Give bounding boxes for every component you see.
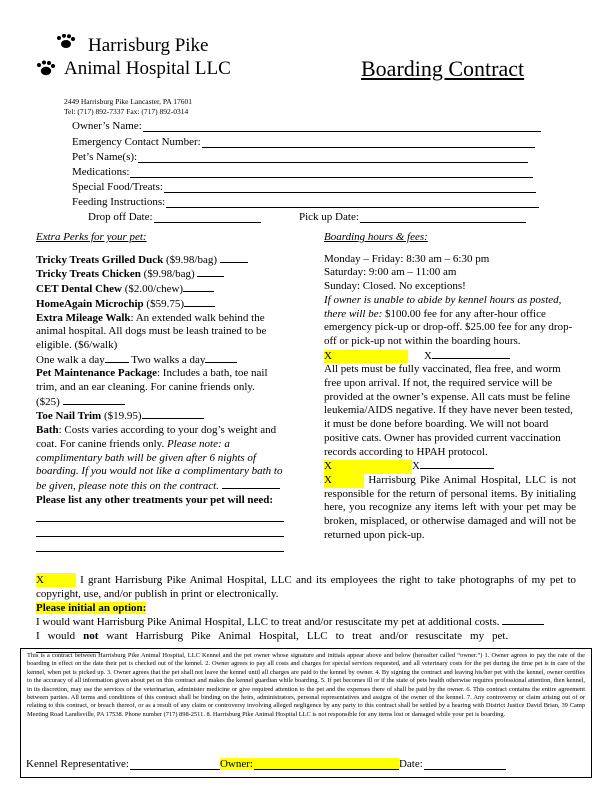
perk-bath-field[interactable] <box>222 479 280 489</box>
walk-one-field[interactable] <box>105 353 129 363</box>
special-food-field[interactable] <box>164 183 536 193</box>
clinic-address-block <box>64 97 192 117</box>
other-treatments-line-3[interactable] <box>36 537 284 552</box>
signature-row <box>26 758 506 770</box>
perk-grilled-duck <box>36 253 286 268</box>
perk-walk-name: Extra Mileage Walk <box>36 311 131 324</box>
perk-chicken-name: Tricky Treats Chicken <box>36 268 141 281</box>
after-hours-amounts: $100.00 fee for any after-hour office emergency pick-up or drop-off. $25.00 fee for any drop-off or pick-up not within the boarding hours. <box>324 307 573 347</box>
pick-up-label: Pick up Date: <box>299 211 359 223</box>
hours-sunday: Sunday: Closed. No exceptions! <box>324 280 466 293</box>
logo-line-1: Harrisburg Pike <box>88 35 209 56</box>
perk-microchip-field[interactable] <box>184 297 215 307</box>
owner-name-label: Owner’s Name: <box>72 120 142 132</box>
consent-section <box>36 573 576 657</box>
walk-one-label: One walk a day <box>36 353 105 366</box>
special-food-label: Special Food/Treats: <box>72 181 163 193</box>
treat-option-text: I would want Harrisburg Pike Animal Hospital, LLC to treat and/or resuscitate my pet at additional costs. <box>36 616 500 628</box>
perk-microchip <box>36 297 286 312</box>
perk-cet-chew-name: CET Dental Chew <box>36 283 122 296</box>
perk-toe-nail-field[interactable] <box>142 409 204 419</box>
liability-waiver <box>324 474 576 543</box>
contract-terms-text: This is a contract between Harrisburg Pike Animal Hospital, LLC Kennel and the pet owner whose signature and initials appear above and below (hereafter called “owner.”) 1. Owner agrees to pay the rate of the boarding in effect on the date their pet is checked out of the kennel. 2. Owner agrees to pay all costs and charges for special services requested, and all veterinary costs for the pet during the time pet is in care of the kennel, when pet is picked up. 3. Owner agrees that the pet shall not leave the kennel until all charges are paid to the kennel by owner. 4. By signing the contract and leaving his/her pet with the kennel, owner certifies to the accuracy of all information given about pet on this contract and makes the kennel guardian while boarding. 5. If pet becomes ill or if the state of pets health otherwise requires professional attention, then kennel, in its discretion, may use the services of the veterinarian, administer medicine or give required attention to the pet and the expenses there of shall be paid by the owner. 6. This contract contains the entire agreement between parties. All terms and conditions of this contract shall be binding on the heirs, administrators, personal representatives and assigns of the owner of the kennel. 7. Any controversy or claim arising out of or relating to this contract, or breach thereof, or as a result of any claim or controversy involving alleged negligence by any party to this contract shall be settled by a hearing with District Justice David Brian, 39 Camp Meeting Road Landisville, PA 17538. Phone number (717) 898-2511. 8. Harrisburg Pike Animal Hospital LLC is not responsible for any items lost or damaged while your pet is boarding. <box>27 652 585 718</box>
hours-weekday: Monday – Friday: 8:30 am – 6:30 pm <box>324 252 490 265</box>
owner-signature-label: Owner: <box>219 758 253 770</box>
extra-perks-column <box>36 231 286 552</box>
other-treatments-line-2[interactable] <box>36 522 284 537</box>
walk-two-field[interactable] <box>205 353 237 363</box>
drop-off-row <box>88 211 261 223</box>
fees-initial-row <box>324 349 576 364</box>
perk-chicken-field[interactable] <box>197 267 224 277</box>
perk-toe-nail-name: Toe Nail Trim <box>36 410 102 423</box>
hours-fees-column <box>324 231 576 542</box>
emergency-contact-field[interactable] <box>202 138 535 148</box>
drop-off-label: Drop off Date: <box>88 211 153 223</box>
other-treatments-label: Please list any other treatments your pet will need: <box>36 493 274 506</box>
after-hours-note: If owner is unable to abide by kennel hours as posted, there will be: <box>324 293 562 320</box>
pet-names-row <box>72 151 528 163</box>
perk-cet-chew-price: ($2.00/chew) <box>121 283 184 296</box>
walk-two-label: Two walks a day <box>128 353 206 366</box>
logo-line-2: Animal Hospital LLC <box>64 58 231 79</box>
page-title: Boarding Contract <box>361 56 525 81</box>
perk-grilled-duck-field[interactable] <box>220 253 248 263</box>
perk-maintenance-desc: : Includes a bath, toe nail trim, and an ear cleaning. For canine friends only. <box>36 367 268 394</box>
photo-consent-text: I grant Harrisburg Pike Animal Hospital, LLC and its employees the right to take photographs of my pet to copyright, use, and/or publish in print or electronically. <box>36 574 576 600</box>
other-treatments-line-1[interactable] <box>36 507 284 522</box>
perk-grilled-duck-name: Tricky Treats Grilled Duck <box>36 253 164 266</box>
owner-name-field[interactable] <box>143 122 541 132</box>
perk-maintenance-name: Pet Maintenance Package <box>36 367 157 380</box>
perk-maintenance-price: ($25) <box>36 395 60 408</box>
owner-signature-block <box>220 758 399 770</box>
initial-option-row <box>36 601 576 615</box>
perk-cet-chew <box>36 282 286 297</box>
hours-saturday: Saturday: 9:00 am – 11:00 am <box>324 266 457 279</box>
emergency-contact-row <box>72 136 535 148</box>
medications-field[interactable] <box>130 168 533 178</box>
pick-up-row <box>299 211 526 223</box>
fees-initial-mark: X <box>324 349 332 362</box>
liability-initial-field[interactable] <box>324 474 364 488</box>
hours-fees-heading: Boarding hours & fees: <box>324 231 428 243</box>
liability-initial-mark: X <box>324 473 332 486</box>
perk-toe-nail-price: ($19.95) <box>101 410 142 423</box>
photo-consent <box>36 573 576 601</box>
pick-up-date-field[interactable] <box>360 213 526 223</box>
fees-initial-field-2[interactable] <box>432 349 510 359</box>
owner-signature-field[interactable] <box>254 760 399 770</box>
perk-bath <box>36 424 286 494</box>
pet-names-field[interactable] <box>138 153 528 163</box>
photo-initial-mark: X <box>36 574 44 586</box>
date-label: Date: <box>398 758 423 770</box>
clinic-address: 2449 Harrisburg Pike Lancaster, PA 17601 <box>64 97 193 106</box>
feeding-instructions-label: Feeding Instructions: <box>72 196 166 208</box>
date-field[interactable] <box>424 760 506 770</box>
vaccination-initial-mark: X <box>324 460 332 473</box>
perk-maintenance-field[interactable] <box>63 395 125 405</box>
initial-option-label: Please initial an option: <box>36 602 147 614</box>
medications-label: Medications: <box>72 166 130 178</box>
no-treat-text-1: I would <box>36 630 84 642</box>
perk-cet-chew-field[interactable] <box>183 282 214 292</box>
fees-initial-mark-2: X <box>424 349 432 362</box>
perk-walk <box>36 312 286 353</box>
treat-option <box>36 615 576 629</box>
vaccination-initial-mark-2: X <box>412 460 420 473</box>
perk-walk-options <box>36 353 286 368</box>
clinic-phone: Tel: (717) 892-7337 Fax: (717) 892-0314 <box>64 107 189 116</box>
perk-bath-note: Please note: a complimentary bath will be given after 6 nights of boarding. If you would not like a complimentary bath to be given, please note this on the contract. <box>36 437 283 492</box>
pet-names-label: Pet’s Name(s): <box>72 151 138 163</box>
perk-chicken-price: ($9.98/bag) <box>140 268 195 281</box>
vaccination-policy: All pets must be fully vaccinated, flea free, and worm free upon arrival. If not, the required service will be provided at the owner’s expense. All cats must be feline leukemia/AIDS negative. If they have never been tested, it must be done before boarding. We will not board positive cats. Owner has provided current vaccination records according to HPAH protocol. <box>324 363 573 458</box>
clinic-logo <box>36 34 236 94</box>
perk-grilled-duck-price: ($9.98/bag) <box>163 253 217 266</box>
perk-microchip-price: ($59.75) <box>143 297 184 310</box>
special-food-row <box>72 181 536 193</box>
fees-initial-field[interactable] <box>324 350 408 364</box>
extra-perks-heading: Extra Perks for your pet: <box>36 231 147 243</box>
after-hours-fees <box>324 294 576 349</box>
owner-name-row <box>72 120 541 132</box>
kennel-rep-field[interactable] <box>130 760 220 770</box>
vaccination-initial-row <box>324 459 576 474</box>
emergency-contact-label: Emergency Contact Number: <box>72 136 201 148</box>
feeding-instructions-row <box>72 196 539 208</box>
perk-maintenance <box>36 367 286 394</box>
medications-row <box>72 166 533 178</box>
perk-chicken <box>36 267 286 282</box>
no-treat-text-2: want Harrisburg Pike Animal Hospital, LLC to treat and/or resuscitate my pet. <box>98 630 509 642</box>
vaccination-initial-field[interactable] <box>324 460 412 474</box>
perk-microchip-name: HomeAgain Microchip <box>36 297 144 310</box>
feeding-instructions-field[interactable] <box>166 198 539 208</box>
perk-bath-desc: : Costs varies according to your dog’s weight and coat. For canine friends only. <box>36 424 277 450</box>
treat-initial-field[interactable] <box>502 615 544 625</box>
perk-bath-name: Bath <box>36 424 59 437</box>
kennel-rep-label: Kennel Representative: <box>26 758 129 770</box>
liability-waiver-text: Harrisburg Pike Animal Hospital, LLC is not responsible for the return of personal items. By initialing here, you recognize any items left with your pet may be broken, misplaced, or otherwise damaged and will not be returned upon pick-up. <box>324 473 576 541</box>
perk-walk-desc: : An extended walk behind the animal hospital. All dogs must be leash trained to be eligible. ($6/walk) <box>36 311 267 351</box>
drop-off-date-field[interactable] <box>154 213 261 223</box>
photo-initial-field[interactable] <box>36 573 76 587</box>
perk-maintenance-price-row <box>36 395 286 410</box>
no-treat-bold: not <box>83 630 99 642</box>
perk-toe-nail <box>36 409 286 424</box>
vaccination-initial-field-2[interactable] <box>420 459 494 469</box>
